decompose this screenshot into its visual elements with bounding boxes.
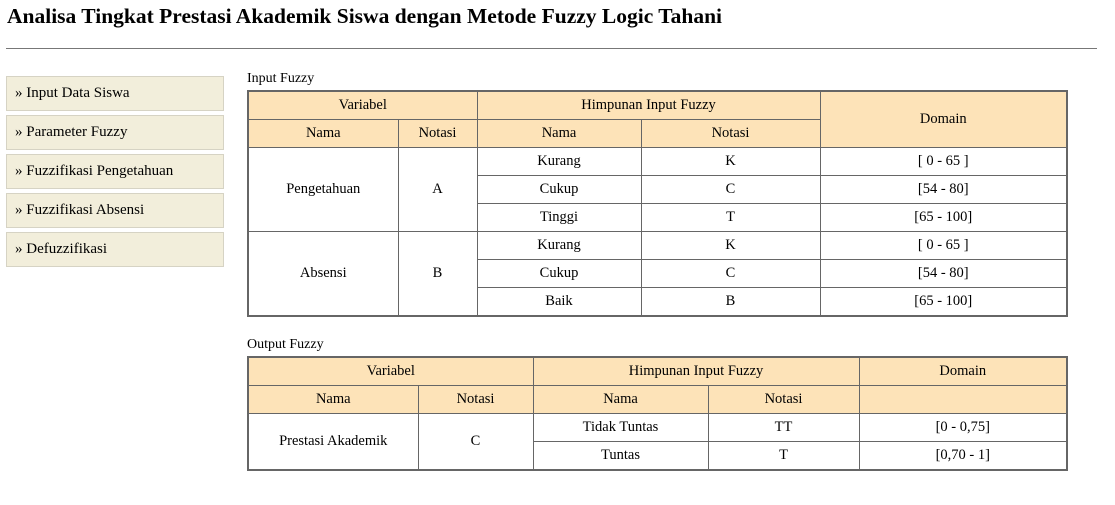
input-fuzzy-table (247, 90, 1068, 317)
header-himpunan-notasi: Notasi (708, 386, 859, 414)
set-domain: [54 - 80] (820, 260, 1067, 288)
header-domain: Domain (859, 357, 1067, 386)
subheader-row (248, 386, 1067, 414)
input-fuzzy-caption: Input Fuzzy (247, 71, 315, 86)
table-row (248, 232, 1067, 260)
set-notation: C (641, 176, 820, 204)
set-name: Tinggi (477, 204, 641, 232)
header-himpunan-nama: Nama (477, 120, 641, 148)
variable-name: Pengetahuan (248, 148, 398, 232)
header-himpunan: Himpunan Input Fuzzy (533, 357, 859, 386)
variable-notation: C (418, 414, 533, 471)
set-notation: K (641, 148, 820, 176)
sidebar-item-input-data-siswa[interactable]: » Input Data Siswa (6, 76, 224, 111)
set-name: Kurang (477, 232, 641, 260)
set-notation: T (708, 442, 859, 471)
set-name: Kurang (477, 148, 641, 176)
header-himpunan-notasi: Notasi (641, 120, 820, 148)
header-row (248, 357, 1067, 386)
sidebar-item-defuzzifikasi[interactable]: » Defuzzifikasi (6, 232, 224, 267)
sidebar-item-fuzzifikasi-pengetahuan[interactable]: » Fuzzifikasi Pengetahuan (6, 154, 224, 189)
table-row (248, 148, 1067, 176)
set-notation: B (641, 288, 820, 317)
set-domain: [65 - 100] (820, 204, 1067, 232)
header-empty (859, 386, 1067, 414)
set-notation: TT (708, 414, 859, 442)
set-name: Tuntas (533, 442, 708, 471)
set-notation: K (641, 232, 820, 260)
header-domain: Domain (820, 91, 1067, 148)
set-domain: [65 - 100] (820, 288, 1067, 317)
set-domain: [ 0 - 65 ] (820, 148, 1067, 176)
output-fuzzy-table (247, 356, 1068, 471)
set-notation: T (641, 204, 820, 232)
header-variabel: Variabel (248, 357, 533, 386)
header-himpunan-nama: Nama (533, 386, 708, 414)
page-title: Analisa Tingkat Prestasi Akademik Siswa dengan Metode Fuzzy Logic Tahani (7, 4, 723, 28)
header-himpunan: Himpunan Input Fuzzy (477, 91, 820, 120)
table-row (248, 414, 1067, 442)
header-row (248, 91, 1067, 120)
set-notation: C (641, 260, 820, 288)
sidebar-item-parameter-fuzzy[interactable]: » Parameter Fuzzy (6, 115, 224, 150)
header-variabel: Variabel (248, 91, 477, 120)
variable-notation: B (398, 232, 477, 317)
set-domain: [0,70 - 1] (859, 442, 1067, 471)
set-domain: [54 - 80] (820, 176, 1067, 204)
set-name: Tidak Tuntas (533, 414, 708, 442)
variable-notation: A (398, 148, 477, 232)
set-domain: [ 0 - 65 ] (820, 232, 1067, 260)
header-notasi: Notasi (398, 120, 477, 148)
sidebar-menu (6, 76, 224, 271)
divider (6, 48, 1097, 49)
header-nama: Nama (248, 386, 418, 414)
variable-name: Absensi (248, 232, 398, 317)
variable-name: Prestasi Akademik (248, 414, 418, 471)
output-fuzzy-caption: Output Fuzzy (247, 337, 324, 352)
header-notasi: Notasi (418, 386, 533, 414)
set-domain: [0 - 0,75] (859, 414, 1067, 442)
set-name: Cukup (477, 176, 641, 204)
set-name: Baik (477, 288, 641, 317)
sidebar-item-fuzzifikasi-absensi[interactable]: » Fuzzifikasi Absensi (6, 193, 224, 228)
set-name: Cukup (477, 260, 641, 288)
header-nama: Nama (248, 120, 398, 148)
